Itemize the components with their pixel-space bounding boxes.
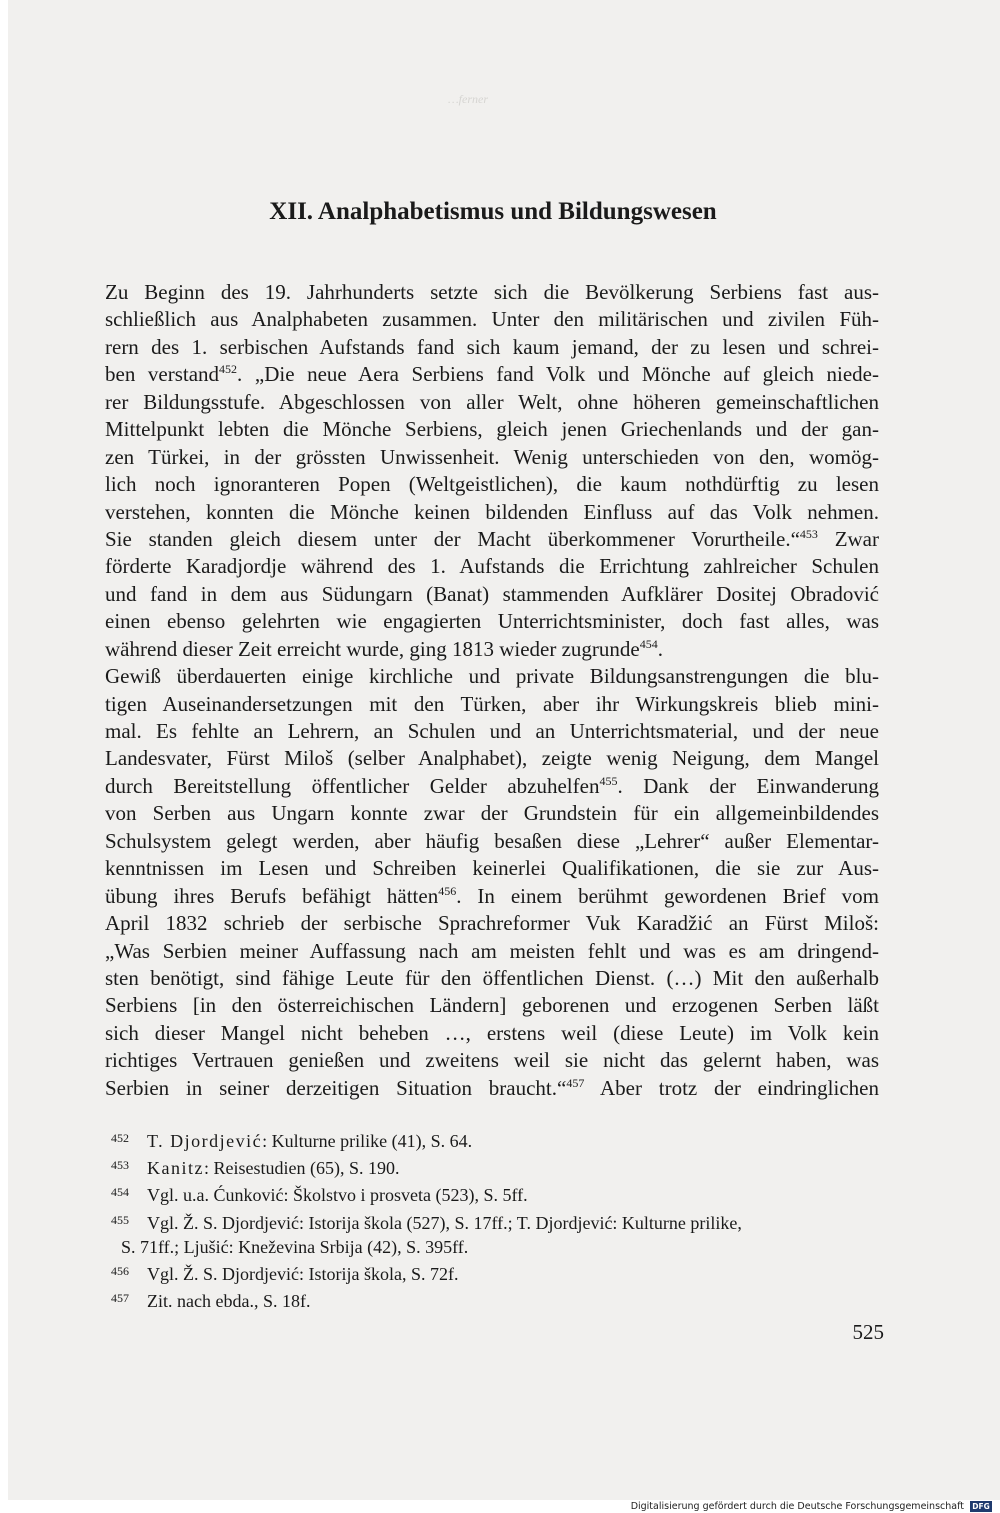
bleed-through-header: …ferner — [448, 92, 488, 106]
body-line — [105, 745, 879, 772]
footnote — [111, 1259, 881, 1286]
footnote-author: Kanitz — [147, 1158, 204, 1179]
footnote-author: T. Djordjević — [147, 1131, 263, 1151]
body-line-text: mal. Es fehlte an Lehrern, an Schulen und an Unterrichtsmaterial, und der neue — [105, 719, 879, 743]
body-line — [105, 279, 879, 306]
body-text — [105, 279, 879, 1102]
footnote-text: Vgl. Ž. S. Djordjević: Istorija škola, S. 72f. — [147, 1264, 459, 1285]
body-line-text: richtiges Vertrauen genießen und zweitens weil sie nicht das gelernt haben, was — [105, 1048, 879, 1073]
footnote-text: : Kulturne prilike (41), S. 64. — [262, 1131, 473, 1151]
body-line-text: . Dank der Einwanderung — [617, 773, 880, 798]
footnote-number: 457 — [111, 1291, 129, 1306]
body-line-text: Zwar — [817, 526, 879, 551]
body-line — [105, 1075, 879, 1102]
body-line-text: „Was Serbien meiner Auffassung nach am meisten fehlt und was es am dringend- — [105, 938, 879, 963]
footnote-ref: 457 — [566, 1075, 585, 1090]
footnote-number: 452 — [111, 1131, 129, 1145]
body-line-text: Aber trotz der eindringlichen — [584, 1075, 879, 1100]
footnote — [111, 1235, 881, 1259]
body-line-text: Serbiens [in den österreichischen Ländern] geborenen und erzogenen Serben läßt — [105, 993, 879, 1018]
footnote-ref: 455 — [599, 773, 618, 788]
footnote-ref: 454 — [639, 636, 658, 651]
footnote-text: Vgl. Ž. S. Djordjević: Istorija škola (527), S. 17ff.; T. Djordjević: Kulturne prilike, — [147, 1212, 742, 1233]
body-line — [105, 965, 879, 992]
footnote-number: 456 — [111, 1264, 129, 1279]
footnote-text: : Reisestudien (65), S. 190. — [203, 1158, 400, 1179]
body-line-text: . — [657, 636, 663, 661]
footnote — [111, 1286, 881, 1313]
body-line — [105, 389, 879, 416]
footnote-ref: 453 — [799, 526, 818, 541]
body-line-text: förderte Karadjordje während des 1. Aufstands die Errichtung zahlreicher Schulen — [105, 554, 879, 579]
body-line — [105, 306, 879, 333]
body-line-text: lich noch ignoranteren Popen (Weltgeistlichen), die kaum nothdürftig zu lesen — [105, 472, 879, 497]
body-line — [105, 416, 879, 443]
body-line-text: Serbien in seiner derzeitigen Situation braucht.“ — [105, 1075, 567, 1100]
body-line-text: Landesvater, Fürst Miloš (selber Analphabet), zeigte wenig Neigung, dem Mangel — [105, 746, 879, 771]
body-line-text: ben verstand — [105, 362, 220, 387]
body-line-text: . „Die neue Aera Serbiens fand Volk und Mönche auf gleich niede- — [237, 362, 879, 387]
page-number: 525 — [852, 1320, 884, 1344]
body-line-text: zen Türkei, in der grössten Unwissenheit. Wenig unterschieden von den, womög- — [105, 444, 879, 469]
body-line-text: rer Bildungsstufe. Abgeschlossen von aller Welt, ohne höheren gemeinschaftlichen — [105, 389, 879, 414]
funding-credit: Digitalisierung gefördert durch die Deutsche Forschungsgemeinschaft — [630, 1501, 964, 1512]
scanned-page — [8, 0, 1000, 1500]
footnote — [111, 1126, 881, 1153]
body-line — [105, 663, 879, 690]
footnote-text: S. 71ff.; Ljušić: Kneževina Srbija (42), S. 395ff. — [121, 1236, 469, 1257]
chapter-title: XII. Analphabetismus und Bildungswesen — [269, 198, 717, 225]
footnote-text: Zit. nach ebda., S. 18f. — [147, 1291, 311, 1312]
body-line — [105, 1020, 879, 1047]
footnote-text: Vgl. u.a. Ćunković: Školstvo i prosveta (523), S. 5ff. — [147, 1185, 528, 1206]
body-line — [105, 471, 879, 498]
body-line-text: tigen Auseinandersetzungen mit den Türken, aber ihr Wirkungskreis blieb mini- — [105, 691, 879, 716]
body-line — [105, 1047, 879, 1074]
body-line — [105, 910, 879, 937]
footnote — [111, 1153, 881, 1180]
body-line — [105, 718, 879, 745]
body-line-text: und fand in dem aus Südungarn (Banat) stammenden Aufklärer Dositej Obradović — [105, 581, 879, 606]
footnote — [111, 1208, 881, 1235]
body-line — [105, 636, 879, 663]
body-line-text: April 1832 schrieb der serbische Sprachreformer Vuk Karadžić an Fürst Miloš: — [105, 911, 879, 936]
body-line-text: während dieser Zeit erreicht wurde, ging 1813 wieder zugrunde — [105, 636, 640, 661]
footnote — [111, 1180, 881, 1207]
body-line-text: Gewiß überdauerten einige kirchliche und private Bildungsanstrengungen die blu- — [105, 664, 879, 689]
body-line — [105, 581, 879, 608]
body-line — [105, 334, 879, 361]
footnote-number: 453 — [111, 1158, 129, 1173]
body-line-text: Zu Beginn des 19. Jahrhunderts setzte sich die Bevölkerung Serbiens fast aus- — [105, 280, 879, 304]
body-line — [105, 773, 879, 800]
footnote-number: 455 — [111, 1212, 129, 1227]
body-line-text: durch Bereitstellung öffentlicher Gelder abzuhelfen — [105, 773, 600, 798]
body-line-text: rern des 1. serbischen Aufstands fand sich kaum jemand, der zu lesen und schrei- — [105, 334, 879, 359]
body-line-text: von Serben aus Ungarn konnte zwar der Grundstein für ein allgemeinbildendes — [105, 801, 879, 826]
footnotes — [111, 1126, 881, 1313]
body-line-text: Mittelpunkt lebten die Mönche Serbiens, gleich jenen Griechenlands und der gan- — [105, 417, 879, 442]
footnote-ref: 456 — [438, 883, 457, 898]
body-line-text: übung ihres Berufs befähigt hätten — [105, 883, 439, 908]
body-line-text: einen ebenso gelehrten wie engagierten Unterrichtsminister, doch fast alles, was — [105, 609, 879, 634]
body-line — [105, 800, 879, 827]
body-line-text: . In einem berühmt gewordenen Brief vom — [456, 883, 880, 908]
body-line — [105, 691, 879, 718]
body-line-text: Sie standen gleich diesem unter der Macht überkommener Vorurtheile.“ — [105, 526, 800, 551]
dfg-logo: DFG — [970, 1501, 992, 1512]
body-line-text: sten benötigt, sind fähige Leute für den öffentlichen Dienst. (…) Mit den außerhalb — [105, 965, 879, 990]
body-line — [105, 444, 879, 471]
footnote-number: 454 — [111, 1185, 129, 1200]
footnote-ref: 452 — [219, 362, 238, 377]
body-line — [105, 828, 879, 855]
body-line-text: sich dieser Mangel nicht beheben …, erstens weil (diese Leute) im Volk kein — [105, 1020, 879, 1045]
body-line — [105, 499, 879, 526]
body-line — [105, 526, 879, 553]
body-line — [105, 938, 879, 965]
body-line — [105, 855, 879, 882]
body-line — [105, 883, 879, 910]
body-line — [105, 608, 879, 635]
body-line — [105, 553, 879, 580]
body-line-text: schließlich aus Analphabeten zusammen. Unter den militärischen und zivilen Füh- — [105, 307, 879, 332]
body-line-text: verstehen, konnten die Mönche keinen bildenden Einfluss auf das Volk nehmen. — [105, 499, 879, 524]
body-line — [105, 992, 879, 1019]
body-line — [105, 361, 879, 388]
body-line-text: Schulsystem gelegt werden, aber häufig besaßen diese „Lehrer“ außer Elementar- — [105, 828, 879, 853]
body-line-text: kenntnissen im Lesen und Schreiben keinerlei Qualifikationen, die sie zur Aus- — [105, 856, 879, 881]
